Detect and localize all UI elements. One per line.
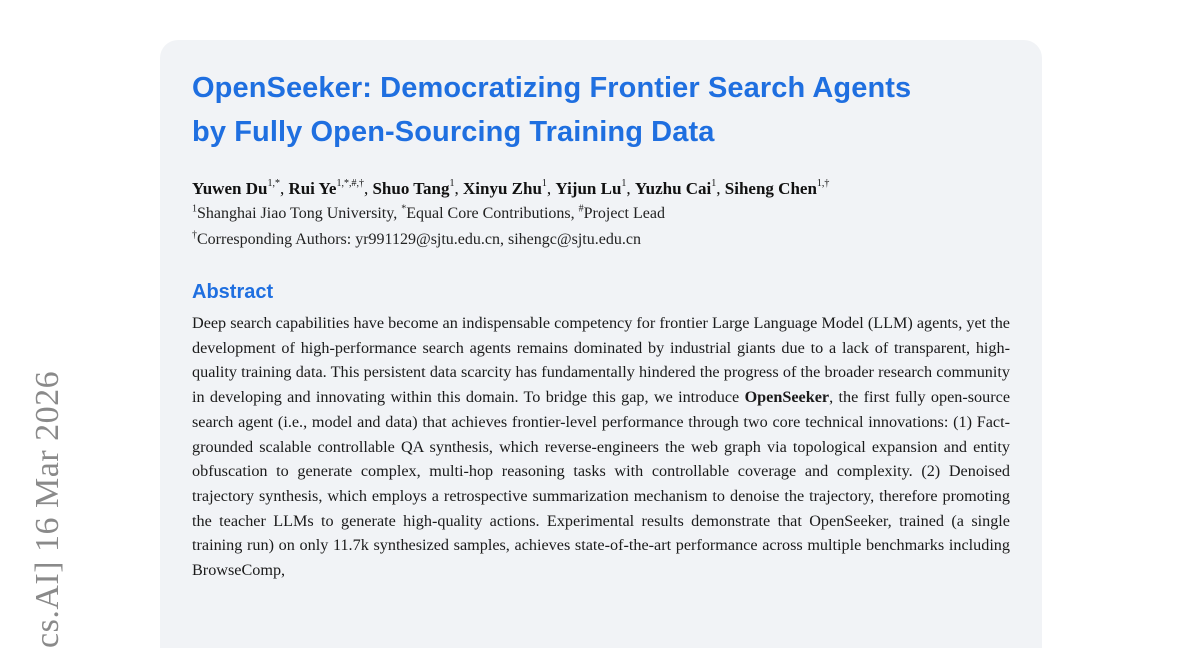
author-name: Xinyu Zhu [463,179,542,198]
corresponding-authors-emails: Corresponding Authors: yr991129@sjtu.edu.cn, sihengc@sjtu.edu.cn [197,231,641,248]
abstract-text-part-1: Deep search capabilities have become an indispensable competency for frontier Large Language Model (LLM) agents, yet the development of high-performance search agents remains dominated by industrial giants due to a lack of transparent, high-quality training data. This persistent data scarcity has fundamentally hindered the progress of the broader research community in developing and innovating within this domain. To bridge this gap, we introduce [192,314,1010,407]
author-affiliation-mark: 1,* [267,178,280,190]
author-name: Shuo Tang [372,179,450,198]
author-affiliation-mark: 1 [621,178,627,190]
equal-contribution-note: Equal Core Contributions, [406,205,579,222]
institution-name: Shanghai Jiao Tong University, [197,205,402,222]
abstract-system-name: OpenSeeker [744,388,830,407]
author-affiliation-mark: 1,*,#,† [336,178,364,190]
corresponding-mark: † [192,229,197,241]
arxiv-identifier-stamp: cs.AI] 16 Mar 2026 [29,370,66,648]
paper-title [192,66,1010,154]
corresponding-authors-line [192,227,1010,253]
paper-title-line-2: by Fully Open-Sourcing Training Data [192,116,715,148]
project-lead-mark: # [578,203,584,215]
author-name: Yuzhu Cai [634,179,712,198]
affiliation-line [192,201,1010,227]
author-name: Yuwen Du [192,179,268,198]
author-affiliation-mark: 1 [711,178,717,190]
author-list: Yuwen $Du^{1,*}$, Rui $Ye^{1,*,\#,\dagger}$, Shuo Tang$^1$, Xinyu Zhu$^1$, Yijun Lu$^1$, Yuzhu Cai$^1$, Siheng Chen$^{1,\dagger}$ [192,178,830,198]
abstract-heading: Abstract [192,281,274,303]
abstract-text-part-2: , the first fully open-source search agent (i.e., model and data) that achieves frontier-level performance through two core technical innovations: (1) Fact-grounded scalable controllable QA synthesis, which reverse-engineers the web graph via topological expansion and entity obfuscation to generate complex, multi-hop reasoning tasks with controllable coverage and complexity. (2) Denoised trajectory synthesis, which employs a retrospective summarization mechanism to denoise the trajectory, therefore promoting the teacher LLMs to generate high-quality actions. Experimental results demonstrate that OpenSeeker, trained (a single training run) on only 11.7k synthesized samples, achieves state-of-the-art performance across multiple benchmarks including BrowseComp, [192,388,1011,580]
author-affiliation-mark: 1 [541,178,547,190]
author-name: Rui Ye [288,179,337,198]
abstract-card [160,40,1042,648]
abstract-text [192,311,1010,583]
author-affiliation-mark: 1 [449,178,455,190]
paper-title-line-1: OpenSeeker: Democratizing Frontier Search Agents [192,72,912,104]
author-affiliation-mark: 1,† [816,178,830,190]
affiliation-mark: 1 [192,203,197,215]
author-name: Siheng Chen [724,179,817,198]
equal-contribution-mark: * [401,203,407,215]
project-lead-note: Project Lead [583,205,665,222]
author-name: Yijun Lu [555,179,622,198]
